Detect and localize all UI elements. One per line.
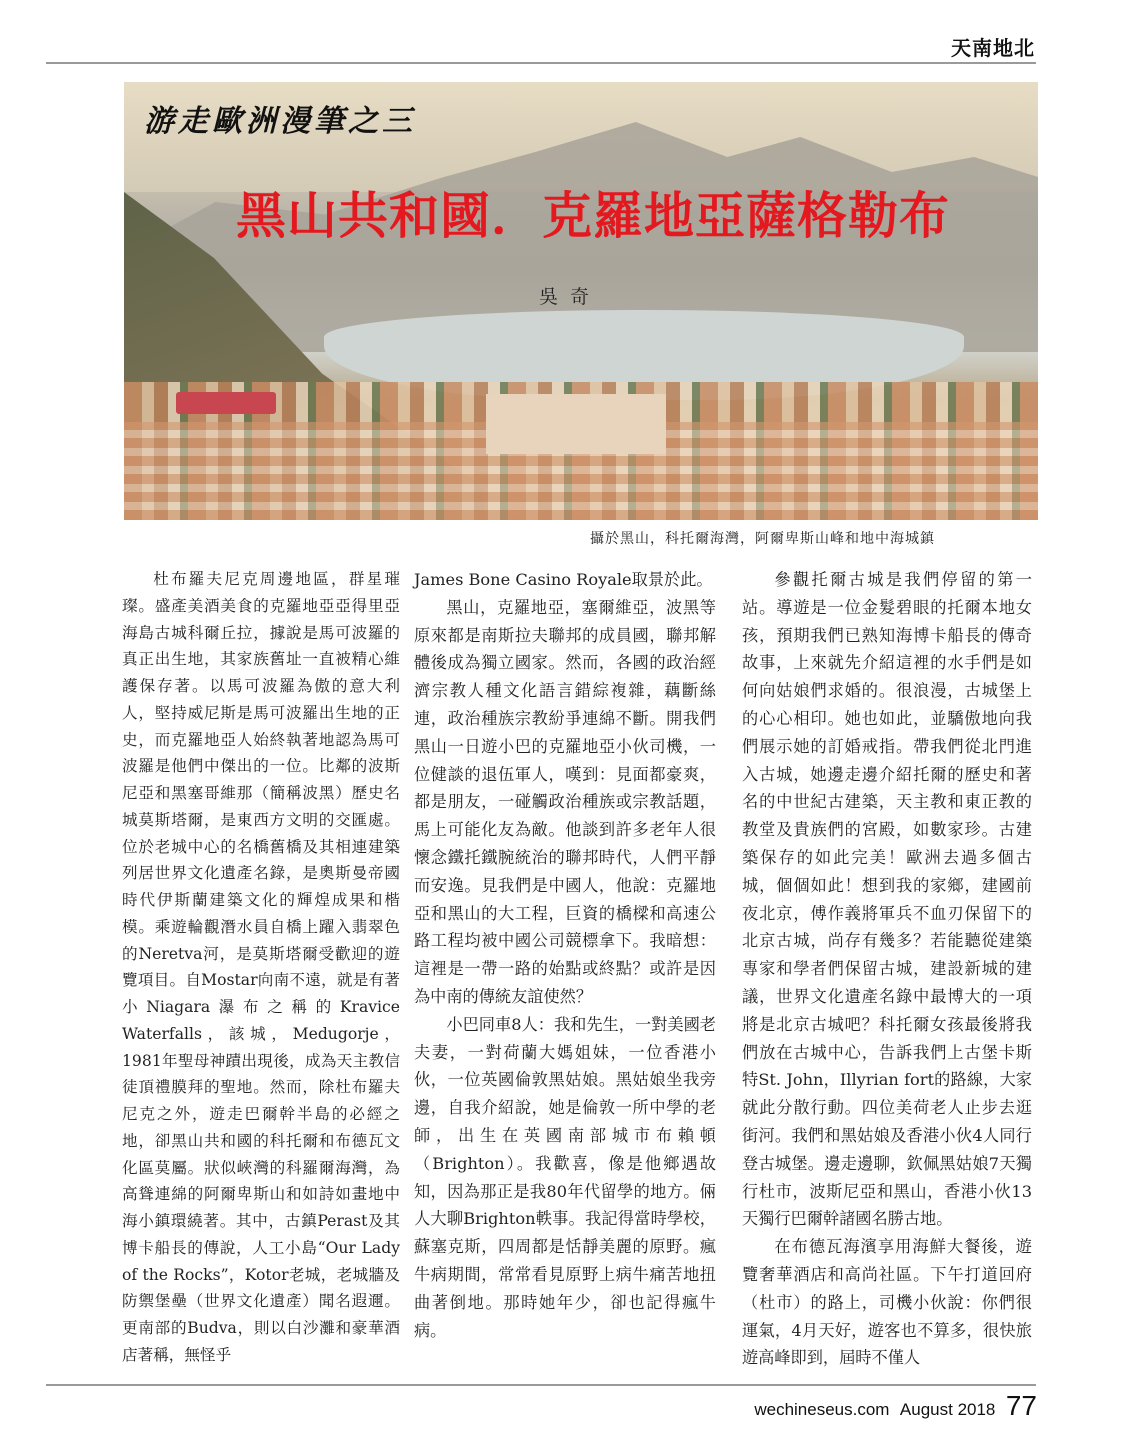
paragraph: 參觀托爾古城是我們停留的第一站。導遊是一位金髮碧眼的托爾本地女孩，預期我們已熟知海博卡船長的傳奇故事，上來就先介紹這裡的水手們是如何向姑娘們求婚的。很浪漫，古城堡上的心心相印。她也如此，並驕傲地向我們展示她的訂婚戒指。帶我們從北門進入古城，她邊走邊介紹托爾的歷史和著名的中世紀古建築，天主教和東正教的教堂及貴族們的宮殿，如數家珍。古建築保存的如此完美！歐洲去過多個古城，個個如此！想到我的家鄉，建國前夜北京，傅作義將軍兵不血刃保留下的北京古城，尚存有幾多？若能聽從建築專家和學者們保留古城，建設新城的建議，世界文化遺產名錄中最博大的一項將是北京古城吧？科托爾女孩最後將我們放在古城中心，告訴我們上古堡卡斯特St. John，Illyrian fort的路線，大家就此分散行動。四位美荷老人止步去逛街河。我們和黑姑娘及香港小伙4人同行登古城堡。邊走邊聊，欽佩黑姑娘7天獨行杜市，波斯尼亞和黑山，香港小伙13天獨行巴爾幹諸國名勝古地。 <box>742 570 1032 1229</box>
footer-website: wechineseus.com <box>754 1400 890 1419</box>
author-byline: 吳奇 <box>539 286 602 308</box>
hero-photo <box>124 82 1038 520</box>
header-divider <box>46 62 1036 64</box>
paragraph: 黑山，克羅地亞，塞爾維亞，波黑等原來都是南斯拉夫聯邦的成員國，聯邦解體後成為獨立國家。然而，各國的政治經濟宗教人種文化語言錯綜複雜，藕斷絲連，政治種族宗教紛爭連綿不斷。開我們黑山一日遊小巴的克羅地亞小伙司機，一位健談的退伍軍人，嘆到：見面都豪爽，都是朋友，一碰觸政治種族或宗教話題，馬上可能化友為敵。他談到許多老年人很懷念鐵托鐵腕統治的聯邦時代，人們平靜而安逸。見我們是中國人，他說：克羅地亞和黑山的大工程，巨資的橋樑和高速公路工程均被中國公司競標拿下。我暗想：這裡是一帶一路的始點或終點？或許是因為中南的傳統友誼使然？ <box>414 597 716 1006</box>
section-label: 天南地北 <box>951 36 1035 60</box>
body-column-1 <box>122 566 400 1369</box>
paragraph: 小巴同車8人：我和先生，一對美國老夫妻，一對荷蘭大媽姐妹，一位香港小伙，一位英國倫敦黑姑娘。黑姑娘坐我旁邊，自我介紹說，她是倫敦一所中學的老師，出生在英國南部城市布賴頓（Brighton）。我歡喜，像是他鄉遇故知，因為那正是我80年代留學的地方。倆人大聊Brighton軼事。我記得當時學校，蘇塞克斯，四周都是恬靜美麗的原野。瘋牛病期間，常常看見原野上病牛痛苦地扭曲著倒地。那時她年少，卻也記得瘋牛病。 <box>414 1014 716 1340</box>
page-footer <box>754 1390 1037 1422</box>
body-column-2 <box>414 566 716 1344</box>
article-headline: 黑山共和國．克羅地亞薩格勒布 <box>236 187 950 245</box>
photo-caption: 攝於黑山，科托爾海灣，阿爾卑斯山峰和地中海城鎮 <box>590 531 935 547</box>
photo-red-roof <box>176 392 276 414</box>
photo-apartment-blocks <box>486 394 666 454</box>
body-column-3 <box>742 566 1032 1372</box>
series-kicker: 游走歐洲漫筆之三 <box>144 104 416 139</box>
page-number: 77 <box>1005 1390 1037 1421</box>
footer-divider <box>46 1384 1036 1386</box>
paragraph: 杜布羅夫尼克周邊地區，群星璀璨。盛產美酒美食的克羅地亞亞得里亞海島古城科爾丘拉，據說是馬可波羅的真正出生地，其家族舊址一直被精心維護保存著。以馬可波羅為傲的意大利人，堅持威尼斯是馬可波羅出生地的正史，而克羅地亞人始終執著地認為馬可波羅是他們中傑出的一位。比鄰的波斯尼亞和黑塞哥維那（簡稱波黑）歷史名城莫斯塔爾，是東西方文明的交匯處。位於老城中心的名橋舊橋及其相連建築列居世界文化遺產名錄，是奧斯曼帝國時代伊斯蘭建築文化的輝煌成果和楷模。乘遊輪觀潛水員自橋上躍入翡翠色的Neretva河，是莫斯塔爾受歡迎的遊覽項目。自Mostar向南不遠，就是有著小Niagara瀑布之稱的Kravice Waterfalls，該城，Medugorje，1981年聖母神蹟出現後，成為天主教信徒頂禮膜拜的聖地。然而，除杜布羅夫尼克之外，遊走巴爾幹半島的必經之地，卻黑山共和國的科托爾和布德瓦文化區莫屬。狀似峽灣的科羅爾海灣，為高聳連綿的阿爾卑斯山和如詩如畫地中海小鎮環繞著。其中，古鎮Perast及其博卡船長的傳說，人工小島“Our Lady of the Rocks”，Kotor老城，老城牆及防禦堡壘（世界文化遺產）聞名遐邇。更南部的Budva，則以白沙灘和豪華酒店著稱，無怪乎 <box>122 570 400 1364</box>
paragraph: James Bone Casino Royale取景於此。 <box>414 570 713 589</box>
paragraph: 在布德瓦海濱享用海鮮大餐後，遊覽奢華酒店和高尚社區。下午打道回府（杜市）的路上，司機小伙說：你們很運氣，4月天好，遊客也不算多，很快旅遊高峰即到，屆時不僅人 <box>742 1237 1032 1368</box>
footer-issue-date: August 2018 <box>899 1400 996 1419</box>
